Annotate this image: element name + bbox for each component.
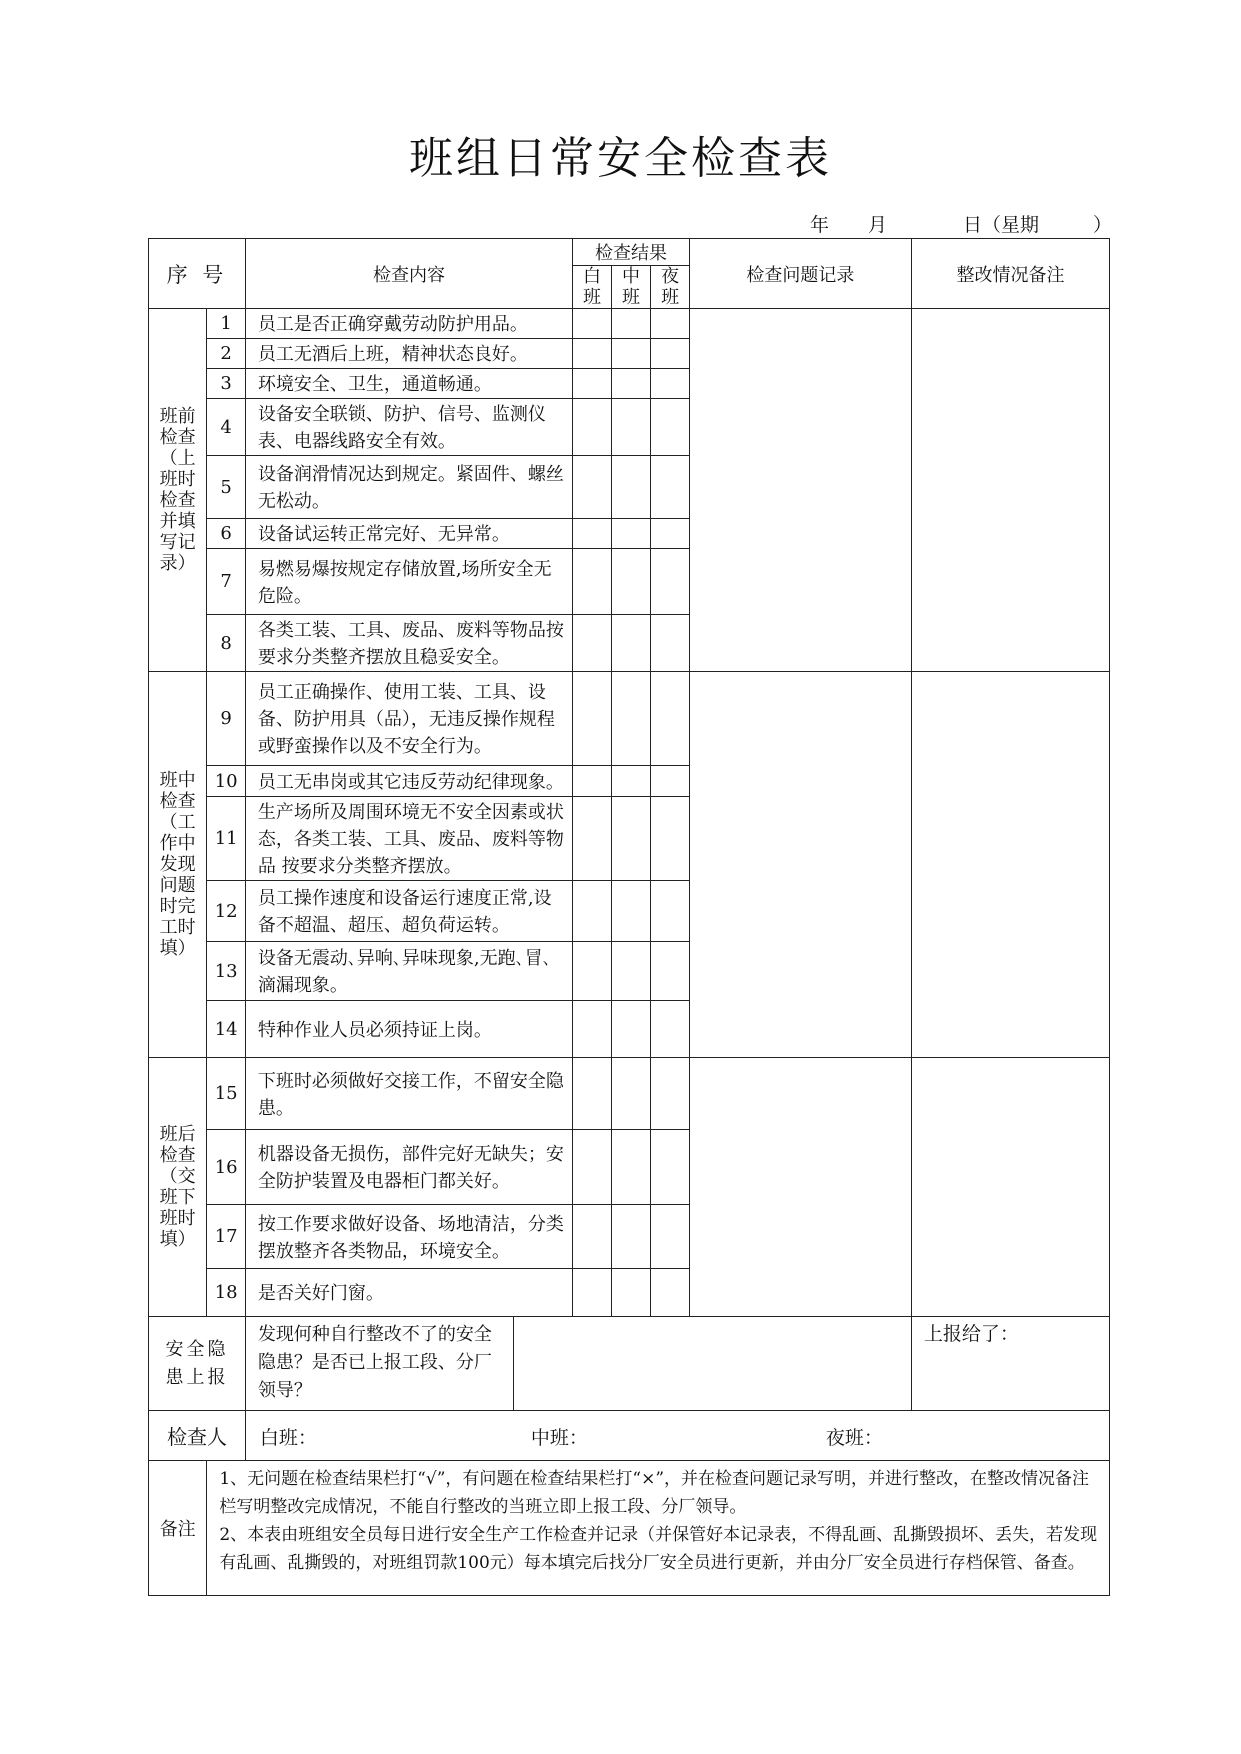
check-cell-night[interactable]	[651, 672, 690, 766]
check-cell-mid[interactable]	[611, 339, 651, 369]
hazard-answer-cell[interactable]	[513, 1317, 911, 1411]
check-cell-day[interactable]	[573, 615, 612, 672]
item-number: 10	[207, 766, 246, 797]
date-month-label: 月	[868, 214, 888, 236]
item-number: 5	[207, 456, 246, 519]
check-cell-mid[interactable]	[611, 942, 651, 1001]
hazard-reported-to[interactable]: 上报给了：	[911, 1317, 1109, 1411]
hazard-question: 发现何种自行整改不了的安全隐患？是否已上报工段、分厂领导？	[245, 1317, 513, 1411]
header-record: 检查问题记录	[689, 239, 911, 309]
item-number: 13	[207, 942, 246, 1001]
item-content: 特种作业人员必须持证上岗。	[245, 1001, 572, 1058]
item-content: 设备试运转正常完好、无异常。	[245, 519, 572, 549]
check-cell-night[interactable]	[651, 942, 690, 1001]
inspector-mid-label: 中班：	[530, 1427, 588, 1449]
check-cell-night[interactable]	[651, 797, 690, 881]
check-cell-mid[interactable]	[611, 615, 651, 672]
item-content: 机器设备无损伤，部件完好无缺失；安全防护装置及电器柜门都关好。	[245, 1130, 572, 1205]
item-content: 员工无酒后上班，精神状态良好。	[245, 339, 572, 369]
item-content: 下班时必须做好交接工作，不留安全隐患。	[245, 1058, 572, 1130]
date-day-label: 日（星期	[963, 214, 1040, 236]
check-cell-night[interactable]	[651, 369, 690, 399]
page-title: 班组日常安全检查表	[409, 133, 832, 184]
check-cell-mid[interactable]	[611, 797, 651, 881]
note-line-2: 2、本表由班组安全员每日进行安全生产工作检查并记录（并保管好本记录表，不得乱画、乱撕毁损坏、丢失，若发现有乱画、乱撕毁的，对班组罚款100元）每本填完后找分厂安全员进行更新，并由分厂安全员进行存档保管、备查。	[219, 1525, 1098, 1573]
inspector-label: 检查人	[149, 1411, 246, 1461]
check-cell-mid[interactable]	[611, 766, 651, 797]
item-content: 各类工装、工具、废品、废料等物品按要求分类整齐摆放且稳妥安全。	[245, 615, 572, 672]
section-label-post-shift: 班后检查（交班下班时填）	[149, 1058, 207, 1317]
item-content: 按工作要求做好设备、场地清洁，分类摆放整齐各类物品，环境安全。	[245, 1205, 572, 1269]
remark-cell-post-shift[interactable]	[911, 1058, 1109, 1317]
item-number: 12	[207, 881, 246, 942]
item-content: 设备无震动､异响､异味现象,无跑､冒､ 滴漏现象。	[245, 942, 572, 1001]
item-number: 9	[207, 672, 246, 766]
item-content: 易燃易爆按规定存储放置,场所安全无危险。	[245, 549, 572, 615]
inspector-night-label: 夜班：	[825, 1427, 883, 1449]
check-cell-day[interactable]	[573, 1269, 612, 1317]
check-cell-mid[interactable]	[611, 1269, 651, 1317]
item-content: 是否关好门窗。	[245, 1269, 572, 1317]
check-cell-mid[interactable]	[611, 549, 651, 615]
inspection-table	[148, 238, 1110, 1596]
check-cell-day[interactable]	[573, 766, 612, 797]
item-number: 11	[207, 797, 246, 881]
check-cell-night[interactable]	[651, 766, 690, 797]
check-cell-mid[interactable]	[611, 519, 651, 549]
check-cell-mid[interactable]	[611, 881, 651, 942]
check-cell-day[interactable]	[573, 1058, 612, 1130]
item-number: 14	[207, 1001, 246, 1058]
header-content: 检查内容	[245, 239, 572, 309]
item-content: 设备安全联锁、防护、信号、监测仪表、电器线路安全有效。	[245, 399, 572, 456]
check-cell-day[interactable]	[573, 797, 612, 881]
header-result: 检查结果	[573, 239, 690, 266]
check-cell-night[interactable]	[651, 1269, 690, 1317]
check-cell-day[interactable]	[573, 1205, 612, 1269]
check-cell-night[interactable]	[651, 1205, 690, 1269]
header-shift-night: 夜班	[651, 266, 690, 309]
item-content: 员工操作速度和设备运行速度正常,设备不超温、超压、超负荷运转。	[245, 881, 572, 942]
check-cell-mid[interactable]	[611, 399, 651, 456]
check-cell-mid[interactable]	[611, 369, 651, 399]
check-cell-day[interactable]	[573, 309, 612, 339]
check-cell-night[interactable]	[651, 1130, 690, 1205]
note-line-1: 1、无问题在检查结果栏打“√”，有问题在检查结果栏打“×”，并在检查问题记录写明，并进行整改，在整改情况备注栏写明整改完成情况，不能自行整改的当班立即上报工段、分厂领导。	[219, 1469, 1090, 1517]
item-number: 16	[207, 1130, 246, 1205]
check-cell-mid[interactable]	[611, 309, 651, 339]
item-content: 员工正确操作、使用工装、工具、设备、防护用具（品），无违反操作规程或野蛮操作以及不安全行为。	[245, 672, 572, 766]
date-line	[810, 210, 1113, 236]
item-number: 15	[207, 1058, 246, 1130]
check-cell-mid[interactable]	[611, 672, 651, 766]
item-content: 环境安全、卫生，通道畅通。	[245, 369, 572, 399]
check-cell-day[interactable]	[573, 1001, 612, 1058]
date-year-label: 年	[810, 214, 830, 236]
notes-label: 备注	[149, 1461, 207, 1596]
check-cell-night[interactable]	[651, 399, 690, 456]
item-content: 生产场所及周围环境无不安全因素或状 态，各类工装、工具、废品、废料等物品 按要求分类整齐摆放。	[245, 797, 572, 881]
item-number: 4	[207, 399, 246, 456]
item-content: 设备润滑情况达到规定。紧固件、螺丝无松动。	[245, 456, 572, 519]
check-cell-mid[interactable]	[611, 1205, 651, 1269]
inspector-day-label: 白班：	[259, 1427, 317, 1449]
check-cell-mid[interactable]	[611, 456, 651, 519]
item-number: 18	[207, 1269, 246, 1317]
check-cell-mid[interactable]	[611, 1130, 651, 1205]
remark-cell-mid-shift[interactable]	[911, 672, 1109, 1058]
item-number: 7	[207, 549, 246, 615]
item-number: 3	[207, 369, 246, 399]
record-cell-post-shift[interactable]	[689, 1058, 911, 1317]
check-cell-night[interactable]	[651, 339, 690, 369]
notes-content	[207, 1461, 1110, 1596]
check-cell-day[interactable]	[573, 942, 612, 1001]
date-close-paren: ）	[1093, 214, 1113, 236]
item-number: 8	[207, 615, 246, 672]
header-shift-day: 白班	[573, 266, 612, 309]
check-cell-night[interactable]	[651, 615, 690, 672]
check-cell-day[interactable]	[573, 399, 612, 456]
check-cell-night[interactable]	[651, 881, 690, 942]
check-cell-night[interactable]	[651, 519, 690, 549]
item-content: 员工无串岗或其它违反劳动纪律现象。	[245, 766, 572, 797]
remark-cell-pre-shift[interactable]	[911, 309, 1109, 672]
section-label-pre-shift: 班前检查（上班时检查并填写记录）	[149, 309, 207, 672]
check-cell-mid[interactable]	[611, 1001, 651, 1058]
check-cell-mid[interactable]	[611, 1058, 651, 1130]
check-cell-day[interactable]	[573, 519, 612, 549]
inspector-fields[interactable]	[245, 1411, 1109, 1461]
item-number: 17	[207, 1205, 246, 1269]
check-cell-night[interactable]	[651, 309, 690, 339]
check-cell-night[interactable]	[651, 456, 690, 519]
item-number: 6	[207, 519, 246, 549]
check-cell-day[interactable]	[573, 369, 612, 399]
check-cell-day[interactable]	[573, 549, 612, 615]
header-seq: 序 号	[149, 239, 246, 309]
check-cell-night[interactable]	[651, 549, 690, 615]
check-cell-day[interactable]	[573, 339, 612, 369]
record-cell-pre-shift[interactable]	[689, 309, 911, 672]
check-cell-day[interactable]	[573, 881, 612, 942]
check-cell-day[interactable]	[573, 1130, 612, 1205]
section-label-mid-shift: 班中检查（工作中发现问题时完工时填）	[149, 672, 207, 1058]
check-cell-day[interactable]	[573, 456, 612, 519]
hazard-label: 安全隐患上报	[149, 1317, 246, 1411]
header-shift-mid: 中班	[611, 266, 651, 309]
record-cell-mid-shift[interactable]	[689, 672, 911, 1058]
check-cell-day[interactable]	[573, 672, 612, 766]
item-number: 1	[207, 309, 246, 339]
item-number: 2	[207, 339, 246, 369]
item-content: 员工是否正确穿戴劳动防护用品。	[245, 309, 572, 339]
check-cell-night[interactable]	[651, 1001, 690, 1058]
header-remark: 整改情况备注	[911, 239, 1109, 309]
check-cell-night[interactable]	[651, 1058, 690, 1130]
